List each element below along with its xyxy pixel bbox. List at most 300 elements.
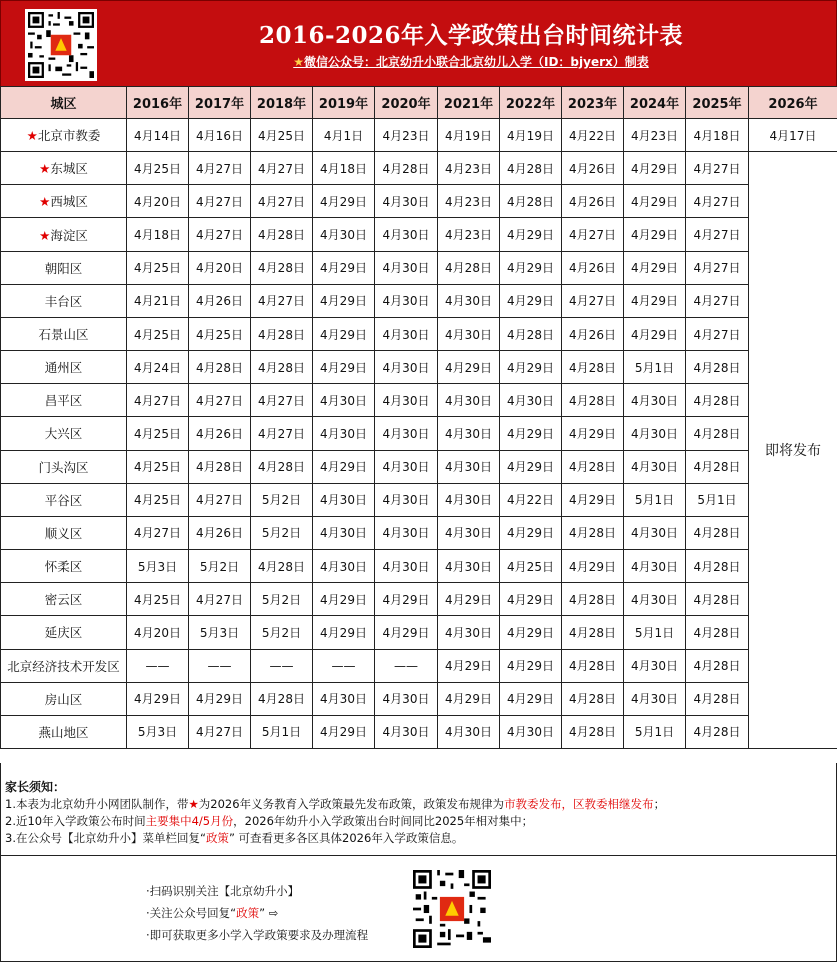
- table-row: [1, 185, 837, 218]
- date-cell: 4月22日: [500, 483, 562, 516]
- date-cell: 4月28日: [562, 649, 624, 682]
- date-cell: 4月27日: [251, 185, 313, 218]
- date-cell: 4月27日: [189, 218, 251, 251]
- date-cell: 4月29日: [500, 417, 562, 450]
- date-cell: 4月26日: [189, 516, 251, 549]
- district-name: 大兴区: [44, 426, 83, 442]
- date-cell: 4月30日: [375, 185, 438, 218]
- date-cell: 5月2日: [251, 483, 313, 516]
- follow-line-2: [146, 902, 368, 924]
- date-cell: 4月30日: [438, 550, 500, 583]
- date-cell: 4月29日: [438, 583, 500, 616]
- date-cell: 4月28日: [375, 152, 438, 185]
- date-cell: 4月23日: [438, 152, 500, 185]
- date-cell: 4月27日: [686, 284, 749, 317]
- date-cell: 4月27日: [189, 185, 251, 218]
- date-cell: 5月1日: [686, 483, 749, 516]
- date-cell: 4月30日: [624, 682, 686, 715]
- date-cell: 4月27日: [686, 317, 749, 350]
- date-cell: 4月28日: [251, 218, 313, 251]
- date-cell: 4月25日: [127, 583, 189, 616]
- date-cell: 4月21日: [127, 284, 189, 317]
- district-cell: [1, 317, 127, 350]
- district-name: 丰台区: [44, 293, 83, 309]
- date-cell: 4月29日: [562, 550, 624, 583]
- table-row: [1, 152, 837, 185]
- table-row: [1, 649, 837, 682]
- table-row: [1, 450, 837, 483]
- star-icon: ★: [188, 797, 199, 811]
- date-cell: 4月30日: [375, 384, 438, 417]
- column-header-year: 2018年: [251, 87, 313, 119]
- date-cell: 4月30日: [500, 384, 562, 417]
- column-header-year: 2019年: [313, 87, 375, 119]
- date-cell: 4月30日: [438, 516, 500, 549]
- date-cell: 4月27日: [686, 152, 749, 185]
- date-cell: 4月25日: [251, 119, 313, 152]
- date-cell: 4月26日: [189, 284, 251, 317]
- note-1-text-d: ；: [653, 797, 666, 811]
- page-title: 2016-2026年入学政策出台时间统计表: [258, 22, 684, 49]
- date-cell: 4月18日: [313, 152, 375, 185]
- note-3-text-a: 3.在公众号【北京幼升小】菜单栏回复“: [5, 831, 206, 845]
- date-cell: 4月29日: [500, 583, 562, 616]
- table-row: [1, 351, 837, 384]
- district-cell: [1, 417, 127, 450]
- date-cell: 4月30日: [313, 516, 375, 549]
- district-name: 燕山地区: [38, 724, 89, 740]
- column-header-year: 2025年: [686, 87, 749, 119]
- note-2-text-c: ，2026年幼升小入学政策出台时间同比2025年相对集中；: [233, 814, 534, 828]
- date-cell: 4月29日: [313, 317, 375, 350]
- follow-line-2-highlight: 政策: [236, 906, 260, 920]
- table-row: [1, 715, 837, 748]
- date-cell: 4月30日: [624, 583, 686, 616]
- table-row: [1, 483, 837, 516]
- date-cell: 5月2日: [251, 616, 313, 649]
- note-3-text-c: ” 可查看更多各区具体2026年入学政策信息。: [228, 831, 464, 845]
- table-row: [1, 218, 837, 251]
- date-cell: ——: [375, 649, 438, 682]
- district-cell: [1, 119, 127, 152]
- note-2-text-a: 2.近10年入学政策公布时间: [5, 814, 146, 828]
- date-cell: 4月30日: [313, 384, 375, 417]
- date-cell: 4月30日: [438, 384, 500, 417]
- date-cell: 4月28日: [686, 649, 749, 682]
- date-cell: 4月30日: [624, 417, 686, 450]
- date-cell: 4月25日: [127, 450, 189, 483]
- date-cell: 4月30日: [438, 616, 500, 649]
- date-cell: 4月25日: [127, 251, 189, 284]
- date-cell: 4月28日: [500, 185, 562, 218]
- district-name: 门头沟区: [38, 459, 89, 475]
- star-icon: ★: [39, 161, 51, 177]
- date-cell: 4月29日: [500, 516, 562, 549]
- column-header-year: 2026年: [749, 87, 837, 119]
- date-cell: 4月26日: [189, 417, 251, 450]
- date-cell: 4月28日: [562, 715, 624, 748]
- date-cell: 4月30日: [438, 417, 500, 450]
- star-icon: ★: [293, 55, 304, 69]
- star-icon: ★: [39, 227, 51, 243]
- date-cell: 4月29日: [624, 284, 686, 317]
- date-cell: 4月28日: [251, 251, 313, 284]
- follow-line-3: ·即可获取更多小学入学政策要求及办理流程: [146, 928, 369, 942]
- date-cell: 4月28日: [686, 550, 749, 583]
- date-cell: 4月29日: [313, 583, 375, 616]
- date-cell: 4月28日: [562, 384, 624, 417]
- date-cell: 4月27日: [251, 417, 313, 450]
- date-cell: 4月27日: [562, 284, 624, 317]
- date-cell: 4月29日: [500, 251, 562, 284]
- table-header-row: [1, 87, 837, 119]
- date-cell: 4月28日: [562, 351, 624, 384]
- date-cell: 5月1日: [624, 616, 686, 649]
- date-cell: 4月30日: [500, 715, 562, 748]
- date-cell: 4月28日: [562, 682, 624, 715]
- date-cell: 4月19日: [438, 119, 500, 152]
- district-cell: [1, 450, 127, 483]
- date-cell: 4月29日: [624, 218, 686, 251]
- notes-title: 家长须知：: [5, 780, 66, 794]
- note-1-text-a: 1.本表为北京幼升小网团队制作，带: [5, 797, 189, 811]
- policy-timing-table: [0, 86, 837, 749]
- qr-code-bottom-graphic: [413, 870, 491, 948]
- date-cell: 4月28日: [686, 583, 749, 616]
- column-header-year: 2016年: [127, 87, 189, 119]
- date-cell: 4月30日: [438, 483, 500, 516]
- date-cell: 4月29日: [438, 351, 500, 384]
- date-cell: 4月29日: [624, 317, 686, 350]
- date-cell: 4月28日: [686, 616, 749, 649]
- district-name: 东城区: [50, 161, 88, 177]
- date-cell: 4月18日: [127, 218, 189, 251]
- date-cell: 4月29日: [313, 251, 375, 284]
- date-cell: 4月30日: [313, 682, 375, 715]
- date-cell: 4月27日: [189, 384, 251, 417]
- date-cell: 4月28日: [438, 251, 500, 284]
- date-cell: 4月29日: [500, 682, 562, 715]
- district-name: 西城区: [50, 194, 88, 210]
- district-cell: [1, 284, 127, 317]
- date-cell: 4月30日: [313, 218, 375, 251]
- follow-instructions: [146, 880, 368, 946]
- date-cell: 4月30日: [624, 550, 686, 583]
- date-cell: 4月29日: [500, 649, 562, 682]
- pending-release-cell: 即将发布: [749, 152, 837, 749]
- date-cell: ——: [189, 649, 251, 682]
- date-cell: 4月23日: [375, 119, 438, 152]
- header-banner: [0, 0, 837, 87]
- date-cell: 4月30日: [375, 550, 438, 583]
- date-cell: 4月28日: [686, 715, 749, 748]
- date-cell: 5月3日: [189, 616, 251, 649]
- date-cell: 4月29日: [500, 616, 562, 649]
- date-cell: 4月27日: [686, 251, 749, 284]
- date-cell: 4月28日: [500, 152, 562, 185]
- page-subtitle: [121, 53, 821, 70]
- date-cell: 4月29日: [562, 483, 624, 516]
- date-cell: 4月30日: [375, 682, 438, 715]
- date-cell: 4月25日: [189, 317, 251, 350]
- date-cell: 4月30日: [313, 550, 375, 583]
- district-name: 北京经济技术开发区: [7, 658, 120, 674]
- note-2-highlight: 主要集中4/5月份: [145, 814, 234, 828]
- district-cell: [1, 715, 127, 748]
- date-cell: 4月29日: [313, 351, 375, 384]
- date-cell: 4月30日: [375, 317, 438, 350]
- note-line-3: [5, 830, 832, 847]
- district-cell: [1, 218, 127, 251]
- date-cell: 4月30日: [375, 351, 438, 384]
- date-cell: 4月29日: [500, 351, 562, 384]
- date-cell: 5月1日: [624, 715, 686, 748]
- column-header-district: 城区: [1, 87, 127, 119]
- district-name: 昌平区: [44, 393, 83, 409]
- date-cell: 4月30日: [375, 450, 438, 483]
- date-cell: 4月27日: [189, 483, 251, 516]
- district-name: 延庆区: [44, 625, 83, 641]
- date-cell: 4月28日: [686, 384, 749, 417]
- date-cell: 4月29日: [313, 284, 375, 317]
- date-cell: ——: [313, 649, 375, 682]
- date-cell: 5月2日: [189, 550, 251, 583]
- column-header-year: 2020年: [375, 87, 438, 119]
- date-cell: 4月29日: [624, 185, 686, 218]
- date-cell: 4月30日: [438, 450, 500, 483]
- date-cell: 5月3日: [127, 550, 189, 583]
- date-cell: 4月29日: [624, 152, 686, 185]
- table-row: [1, 516, 837, 549]
- date-cell: 4月30日: [375, 218, 438, 251]
- table-row: [1, 616, 837, 649]
- date-cell: 4月23日: [624, 119, 686, 152]
- date-cell: 4月27日: [127, 516, 189, 549]
- date-cell: 4月27日: [251, 152, 313, 185]
- date-cell: 4月28日: [500, 317, 562, 350]
- date-cell: 4月30日: [375, 483, 438, 516]
- date-cell: 4月29日: [562, 417, 624, 450]
- qr-code-top-graphic: [28, 12, 94, 78]
- date-cell: 4月30日: [313, 483, 375, 516]
- district-name: 石景山区: [38, 327, 89, 343]
- district-cell: [1, 516, 127, 549]
- district-cell: [1, 185, 127, 218]
- table-row: [1, 682, 837, 715]
- district-name: 房山区: [44, 691, 83, 707]
- date-cell: 5月1日: [624, 351, 686, 384]
- district-cell: [1, 682, 127, 715]
- date-cell: 4月30日: [375, 284, 438, 317]
- district-name: 顺义区: [44, 525, 83, 541]
- follow-line-1: ·扫码识别关注【北京幼升小】: [146, 884, 300, 898]
- date-cell: 4月26日: [562, 251, 624, 284]
- district-cell: [1, 583, 127, 616]
- date-cell: 4月29日: [375, 616, 438, 649]
- subtitle-text: 微信公众号：北京幼升小联合北京幼儿入学（ID：bjyerx）制表: [304, 55, 649, 69]
- date-cell: 4月26日: [562, 185, 624, 218]
- table-row: [1, 583, 837, 616]
- date-cell: 4月28日: [251, 450, 313, 483]
- date-cell: 4月28日: [189, 450, 251, 483]
- follow-section: [0, 856, 837, 962]
- date-cell: 4月14日: [127, 119, 189, 152]
- date-cell: 4月27日: [189, 583, 251, 616]
- date-cell: 4月30日: [438, 317, 500, 350]
- date-cell: 4月29日: [189, 682, 251, 715]
- table-body: [1, 119, 837, 749]
- date-cell: 4月25日: [500, 550, 562, 583]
- district-name: 北京市教委: [37, 128, 101, 144]
- date-cell: 4月28日: [251, 317, 313, 350]
- district-cell: [1, 384, 127, 417]
- date-cell: 4月20日: [127, 616, 189, 649]
- date-cell: 5月1日: [251, 715, 313, 748]
- date-cell: 4月20日: [189, 251, 251, 284]
- date-cell: 5月1日: [624, 483, 686, 516]
- note-3-highlight: 政策: [205, 831, 229, 845]
- date-cell: 4月27日: [686, 185, 749, 218]
- qr-code-icon[interactable]: [25, 9, 97, 81]
- date-cell: 4月18日: [686, 119, 749, 152]
- date-cell: 4月30日: [375, 516, 438, 549]
- date-cell: 4月29日: [313, 616, 375, 649]
- date-cell: 4月29日: [313, 715, 375, 748]
- date-cell: 4月29日: [313, 450, 375, 483]
- date-cell: 4月23日: [438, 185, 500, 218]
- date-cell-2026: 4月17日: [749, 119, 837, 152]
- date-cell: 4月28日: [251, 550, 313, 583]
- date-cell: 4月30日: [375, 417, 438, 450]
- date-cell: 4月19日: [500, 119, 562, 152]
- date-cell: 4月25日: [127, 152, 189, 185]
- column-header-year: 2024年: [624, 87, 686, 119]
- star-icon: ★: [39, 194, 51, 210]
- column-header-year: 2021年: [438, 87, 500, 119]
- date-cell: 4月30日: [624, 450, 686, 483]
- district-cell: [1, 483, 127, 516]
- district-cell: [1, 616, 127, 649]
- date-cell: 4月28日: [686, 682, 749, 715]
- date-cell: 4月28日: [189, 351, 251, 384]
- date-cell: ——: [127, 649, 189, 682]
- date-cell: 4月28日: [562, 583, 624, 616]
- date-cell: 4月30日: [624, 384, 686, 417]
- date-cell: 4月26日: [562, 317, 624, 350]
- district-cell: [1, 152, 127, 185]
- qr-code-icon[interactable]: [411, 868, 493, 950]
- date-cell: 4月16日: [189, 119, 251, 152]
- column-header-year: 2022年: [500, 87, 562, 119]
- date-cell: 4月29日: [624, 251, 686, 284]
- table-row: [1, 317, 837, 350]
- date-cell: 4月20日: [127, 185, 189, 218]
- date-cell: 4月27日: [686, 218, 749, 251]
- date-cell: 4月29日: [500, 450, 562, 483]
- date-cell: 4月30日: [313, 417, 375, 450]
- date-cell: 5月3日: [127, 715, 189, 748]
- star-icon: ★: [26, 128, 38, 144]
- note-1-text-b: 为2026年义务教育入学政策最先发布政策，政策发布规律为: [198, 797, 505, 811]
- date-cell: 4月30日: [624, 516, 686, 549]
- district-cell: [1, 351, 127, 384]
- date-cell: 4月28日: [686, 516, 749, 549]
- note-line-2: [5, 813, 832, 830]
- date-cell: 4月25日: [127, 317, 189, 350]
- date-cell: 4月24日: [127, 351, 189, 384]
- date-cell: 4月22日: [562, 119, 624, 152]
- date-cell: 4月28日: [251, 351, 313, 384]
- column-header-year: 2023年: [562, 87, 624, 119]
- district-cell: [1, 251, 127, 284]
- date-cell: 4月28日: [562, 516, 624, 549]
- date-cell: 4月30日: [375, 715, 438, 748]
- note-line-1: [5, 796, 832, 813]
- date-cell: 4月30日: [438, 284, 500, 317]
- date-cell: 4月27日: [189, 715, 251, 748]
- date-cell: 4月29日: [500, 284, 562, 317]
- table-row: [1, 251, 837, 284]
- date-cell: 4月27日: [251, 284, 313, 317]
- table-row: [1, 284, 837, 317]
- district-name: 密云区: [44, 592, 83, 608]
- date-cell: 4月26日: [562, 152, 624, 185]
- date-cell: 4月28日: [686, 417, 749, 450]
- date-cell: 4月28日: [686, 351, 749, 384]
- date-cell: 4月25日: [127, 417, 189, 450]
- district-cell: [1, 550, 127, 583]
- date-cell: 4月29日: [313, 185, 375, 218]
- follow-line-2-b: ” ⇨: [259, 906, 279, 920]
- date-cell: 4月30日: [624, 649, 686, 682]
- district-name: 怀柔区: [44, 559, 83, 575]
- date-cell: 4月29日: [375, 583, 438, 616]
- date-cell: 4月27日: [562, 218, 624, 251]
- table-row: [1, 119, 837, 152]
- date-cell: 4月28日: [686, 450, 749, 483]
- date-cell: 4月28日: [562, 616, 624, 649]
- district-cell: [1, 649, 127, 682]
- note-1-highlight: 市教委发布，区教委相继发布: [504, 797, 654, 811]
- table-row: [1, 417, 837, 450]
- date-cell: 4月27日: [251, 384, 313, 417]
- table-row: [1, 384, 837, 417]
- date-cell: 4月29日: [438, 649, 500, 682]
- district-name: 通州区: [44, 360, 83, 376]
- date-cell: 4月27日: [127, 384, 189, 417]
- date-cell: 4月25日: [127, 483, 189, 516]
- date-cell: 4月27日: [189, 152, 251, 185]
- date-cell: 4月29日: [500, 218, 562, 251]
- date-cell: ——: [251, 649, 313, 682]
- date-cell: 4月1日: [313, 119, 375, 152]
- district-name: 海淀区: [50, 227, 88, 243]
- district-name: 朝阳区: [44, 260, 83, 276]
- district-name: 平谷区: [44, 492, 83, 508]
- column-header-year: 2017年: [189, 87, 251, 119]
- date-cell: 4月28日: [562, 450, 624, 483]
- date-cell: 4月23日: [438, 218, 500, 251]
- table-row: [1, 550, 837, 583]
- parent-notes: [0, 763, 837, 856]
- date-cell: 4月28日: [251, 682, 313, 715]
- date-cell: 5月2日: [251, 583, 313, 616]
- follow-line-2-a: ·关注公众号回复“: [146, 906, 237, 920]
- date-cell: 4月29日: [127, 682, 189, 715]
- date-cell: 4月30日: [438, 715, 500, 748]
- date-cell: 4月29日: [438, 682, 500, 715]
- date-cell: 5月2日: [251, 516, 313, 549]
